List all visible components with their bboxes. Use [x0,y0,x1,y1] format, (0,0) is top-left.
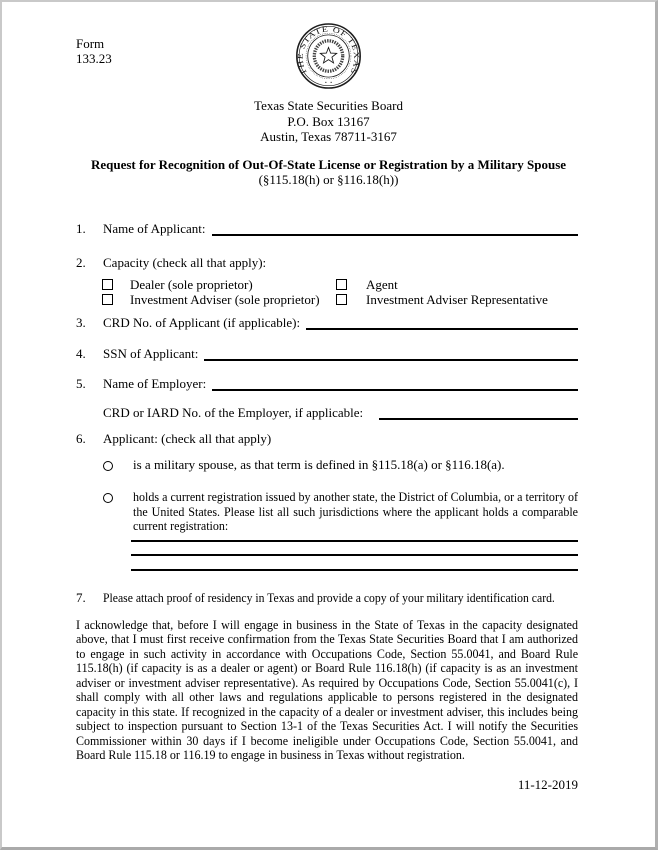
item-number: 7. [76,589,86,605]
ssn-label: SSN of Applicant: [103,345,199,361]
employer-crd-iard-field[interactable] [379,405,578,420]
item-number: 2. [76,254,86,270]
current-registration-text: holds a current registration issued by another state, the District of Columbia, or a territory of the United States. Please list all such jurisdictions where the applicant holds a comparable current registration: [133,489,579,533]
military-spouse-text: is a military spouse, as that term is defined in §115.18(a) or §116.18(a). [133,456,505,472]
item-number: 4. [76,345,86,361]
dealer-label: Dealer (sole proprietor) [130,276,253,292]
employer-crd-iard-label: CRD or IARD No. of the Employer, if applicable: [103,404,364,420]
acknowledgment-paragraph: I acknowledge that, before I will engage in business in the State of Texas in the capacity designated above, that I must first receive confirmation from the Texas State Securities Board that I am authorized to engage in such activity in accordance with Occupations Code, Section 55.0041, and Board Rule 115.18(h) (if capacity is as a dealer or agent) or Board Rule 116.18(h) (if capacity is as an investment adviser or investment adviser representative). As required by Occupations Code, Section 55.0041(c), I shall comply with all other laws and regulations applicable to persons registered in the designated capacity in this state. If recognized in the capacity of a dealer or investment adviser, this includes being subject to inspection pursuant to Section 13-1 of the Texas Securities Act. I will notify the Securities Commissioner within 30 days if I become ineligible under Occupations Code, Section 55.0041, and Board Rule 115.18 or 116.19 to engage in business in Texas without registration. [76,616,579,762]
option-iar[interactable] [336,292,548,307]
option-military-spouse[interactable] [103,458,578,473]
current-registration-text-wrap [133,490,578,534]
item-ssn [76,346,578,361]
employer-crd-iard-row [103,405,578,420]
jurisdiction-line-1[interactable] [131,534,578,542]
crd-no-field[interactable] [306,315,578,330]
capacity-options [76,277,578,307]
agent-checkbox[interactable] [336,279,347,290]
org-name: Texas State Securities Board [254,98,403,113]
agent-label: Agent [366,276,398,292]
dealer-checkbox[interactable] [102,279,113,290]
item-applicant-status [76,431,578,446]
item-number: 6. [76,430,86,446]
crd-no-label: CRD No. of Applicant (if applicable): [103,314,301,330]
capacity-row-2 [76,292,578,307]
org-address-block [2,98,655,145]
org-city-zip: Austin, Texas 78711-3167 [260,129,397,144]
investment-adviser-label: Investment Adviser (sole proprietor) [130,291,320,307]
option-agent[interactable] [336,277,398,292]
option-dealer[interactable] [102,277,336,292]
applicant-status-label: Applicant: (check all that apply) [103,430,272,446]
item-number: 1. [76,220,86,236]
military-spouse-radio[interactable] [103,461,113,471]
item-employer [76,376,578,391]
capacity-label: Capacity (check all that apply): [103,254,267,270]
current-registration-radio[interactable] [103,493,113,503]
form-title-block [2,157,655,187]
ssn-field[interactable] [204,346,578,361]
iar-label: Investment Adviser Representative [366,291,548,307]
residency-label: Please attach proof of residency in Texas and provide a copy of your military identification card. [103,589,555,605]
form-number [76,36,112,66]
jurisdiction-line-3[interactable] [131,556,578,571]
jurisdiction-lines [131,534,578,571]
acknowledgment-paragraph-wrap [76,618,578,763]
option-investment-adviser[interactable] [102,292,336,307]
form-number-value: 133.23 [76,51,112,66]
item-crd-no [76,315,578,330]
name-of-applicant-label: Name of Applicant: [103,220,206,236]
applicant-name-field[interactable] [212,221,578,236]
option-current-registration[interactable] [103,490,578,534]
org-po-box: P.O. Box 13167 [287,113,370,129]
employer-name-label: Name of Employer: [103,375,207,391]
item-capacity [76,255,578,270]
item-residency [76,590,578,605]
employer-name-field[interactable] [212,376,578,391]
form-number-label: Form [76,36,105,51]
capacity-row-1 [76,277,578,292]
svg-text:THE STATE OF TEXAS: THE STATE OF TEXAS [295,24,362,77]
revision-date: 11-12-2019 [517,776,578,792]
jurisdiction-line-2[interactable] [131,542,578,557]
item-number: 5. [76,375,86,391]
form-body [2,221,655,792]
investment-adviser-checkbox[interactable] [102,294,113,305]
item-name-of-applicant [76,221,578,236]
iar-checkbox[interactable] [336,294,347,305]
form-title: Request for Recognition of Out-Of-State License or Registration by a Military Spouse [90,156,567,172]
item-number: 3. [76,314,86,330]
form-subtitle: (§115.18(h) or §116.18(h)) [258,171,399,187]
texas-state-seal-icon [295,23,362,89]
